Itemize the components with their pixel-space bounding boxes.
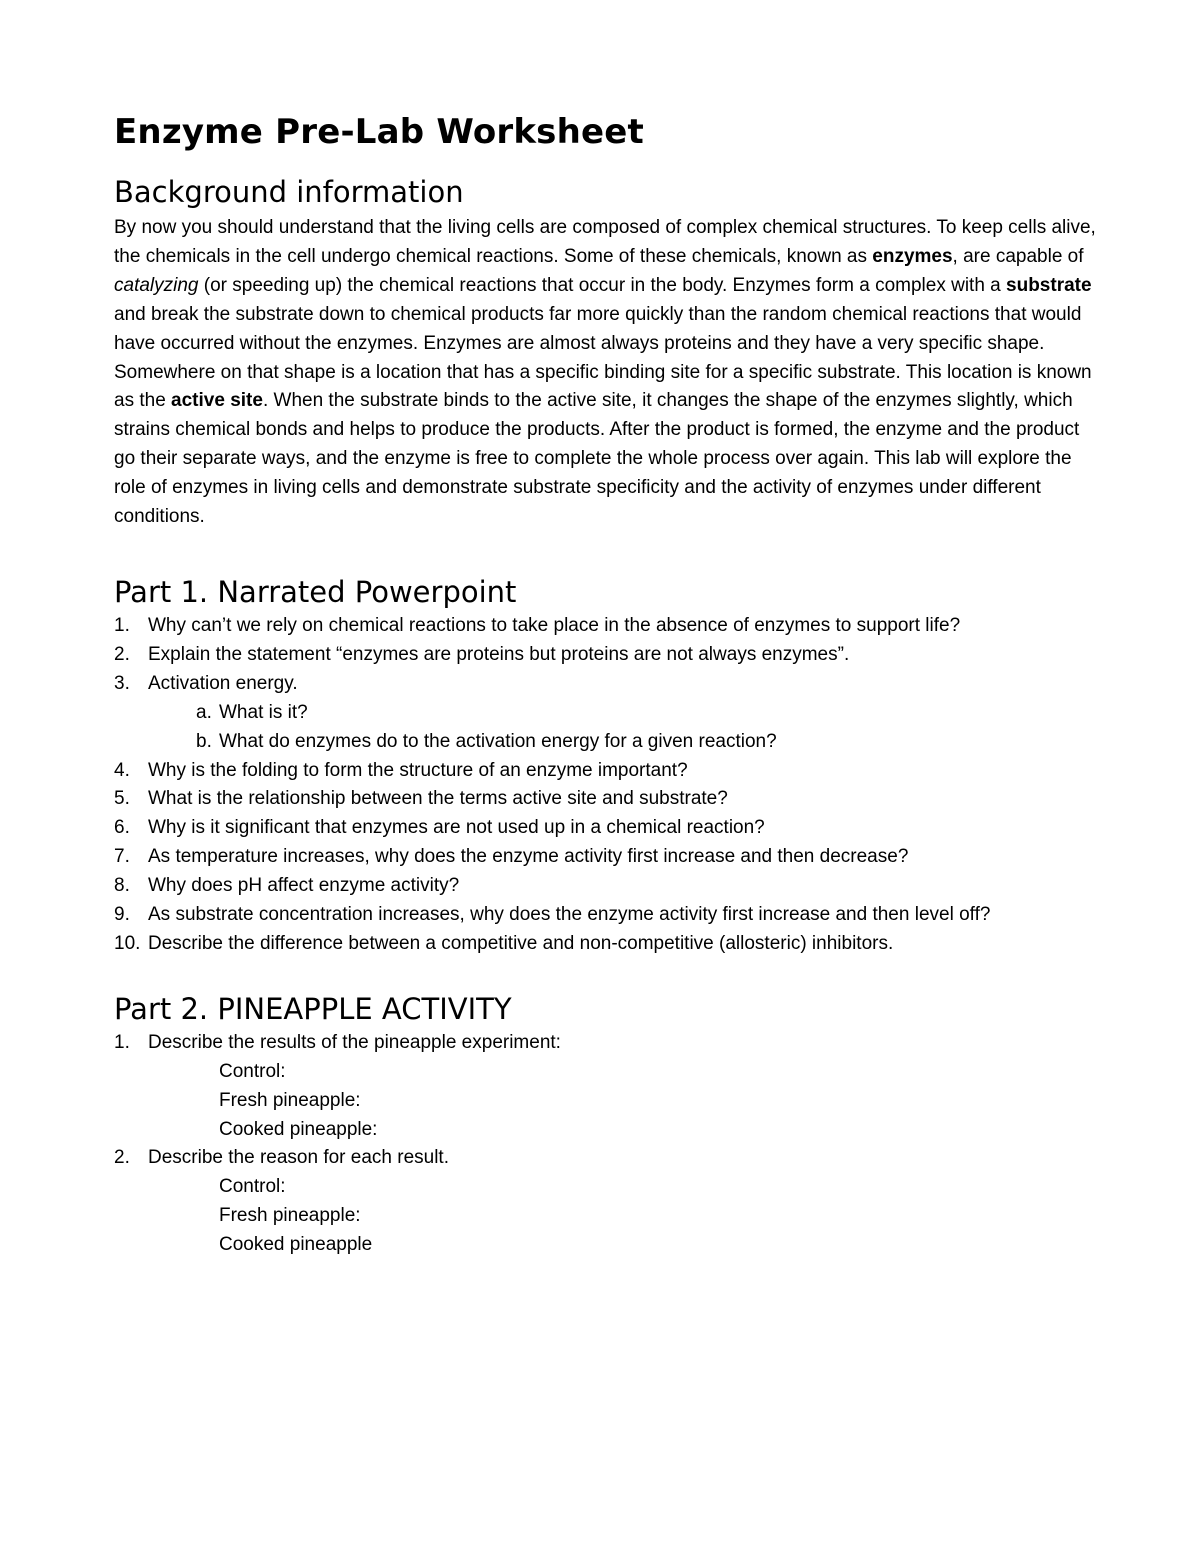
list-item (114, 1029, 1094, 1145)
list-item (114, 670, 1094, 757)
background-text-4: and break the substrate down to chemical products far more quickly than the random chemical reactions that would have occurred without the enzymes. Enzymes are almost always proteins and they have a very specific shape. Somewhere on that shape is a location that has a specific binding site for a specific substrate. This location is known as the (114, 303, 1092, 412)
question-text: Why does pH affect enzyme activity? (148, 875, 460, 897)
background-text-5: . When the substrate binds to the active site, it changes the shape of the enzymes slightly, which strains chemical bonds and helps to produce the products. After the product is formed, the enzyme and the product go their separate ways, and the enzyme is free to complete the whole process over again. This lab will explore the role of enzymes in living cells and demonstrate substrate specificity and the activity of enzymes under different conditions. (114, 390, 1080, 528)
list-item (114, 872, 1094, 901)
background-text-2: , are capable of (952, 245, 1084, 267)
question-text: As temperature increases, why does the enzyme activity first increase and then decrease? (148, 846, 909, 868)
question-text: Activation energy. (148, 672, 298, 694)
sub-question-letter: a. (196, 701, 212, 723)
question-number: 6. (114, 817, 130, 839)
list-item (114, 843, 1094, 872)
question-number: 10. (114, 932, 141, 954)
term-active-site: active site (171, 390, 263, 412)
result-label-cooked-pineapple: Cooked pineapple: (219, 1118, 378, 1140)
question-number: 1. (114, 1031, 130, 1053)
question-number: 2. (114, 643, 130, 665)
list-item (114, 930, 1094, 959)
question-number: 8. (114, 875, 130, 897)
list-item (114, 641, 1094, 670)
question-text: Why is the folding to form the structure of an enzyme important? (148, 759, 688, 781)
term-substrate: substrate (1006, 274, 1092, 296)
background-text-1: By now you should understand that the living cells are composed of complex chemical structures. To keep cells alive, the chemicals in the cell undergo chemical reactions. Some of these chemicals, known as (114, 217, 1096, 267)
question-number: 3. (114, 672, 130, 694)
question-text: What is the relationship between the terms active site and substrate? (148, 788, 728, 810)
reason-label-cooked-pineapple: Cooked pineapple (219, 1234, 373, 1256)
list-item (114, 757, 1094, 786)
sub-list-item (148, 699, 1094, 728)
question-text: Why is it significant that enzymes are not used up in a chemical reaction? (148, 817, 765, 839)
question-text: Explain the statement “enzymes are proteins but proteins are not always enzymes”. (148, 643, 850, 665)
list-item (114, 785, 1094, 814)
sub-question-text: What do enzymes do to the activation energy for a given reaction? (219, 730, 777, 752)
background-text-3: (or speeding up) the chemical reactions that occur in the body. Enzymes form a complex with a (198, 274, 1007, 296)
reason-label-control: Control: (219, 1176, 286, 1198)
background-heading: Background information (114, 175, 464, 209)
worksheet-page (114, 108, 1094, 1260)
part1-heading: Part 1. Narrated Powerpoint (114, 574, 517, 609)
question-number: 4. (114, 759, 130, 781)
background-paragraph (114, 214, 1099, 532)
question-text: Describe the results of the pineapple experiment: (148, 1031, 561, 1053)
list-item (114, 814, 1094, 843)
question-number: 9. (114, 904, 130, 926)
sub-question-list (148, 699, 1094, 757)
sub-list-item (148, 728, 1094, 757)
list-item (114, 901, 1094, 930)
part1-question-list (114, 612, 1094, 959)
part2-question-list (114, 1029, 1094, 1260)
term-enzymes: enzymes (872, 245, 953, 267)
result-label-control: Control: (219, 1060, 286, 1082)
sub-question-letter: b. (196, 730, 212, 752)
question-text: Describe the difference between a competitive and non-competitive (allosteric) inhibitors. (148, 932, 894, 954)
term-catalyzing: catalyzing (114, 274, 199, 296)
part2-heading: Part 2. PINEAPPLE ACTIVITY (114, 991, 512, 1026)
question-number: 7. (114, 846, 130, 868)
sub-question-text: What is it? (219, 701, 308, 723)
document-title: Enzyme Pre-Lab Worksheet (114, 112, 644, 152)
question-text: Why can’t we rely on chemical reactions to take place in the absence of enzymes to support life? (148, 614, 961, 636)
list-item (114, 612, 1094, 641)
reason-label-fresh-pineapple: Fresh pineapple: (219, 1205, 361, 1227)
question-text: Describe the reason for each result. (148, 1147, 449, 1169)
question-number: 5. (114, 788, 130, 810)
question-number: 2. (114, 1147, 130, 1169)
question-number: 1. (114, 614, 130, 636)
result-label-fresh-pineapple: Fresh pineapple: (219, 1089, 361, 1111)
question-text: As substrate concentration increases, why does the enzyme activity first increase and then level off? (148, 904, 991, 926)
list-item (114, 1144, 1094, 1260)
